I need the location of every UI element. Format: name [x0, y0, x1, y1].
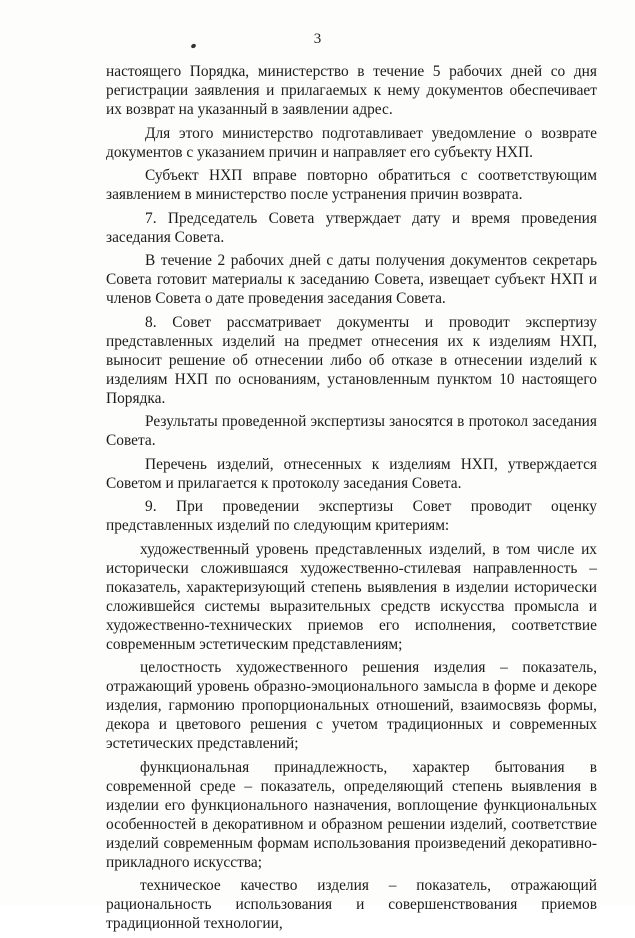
paragraph-secretary-preparation: В течение 2 рабочих дней с даты получения документов секретарь Совета готовит материалы к заседанию Совета, извещает субъект НХП и членов Совета о дате проведения заседания Совета.: [106, 252, 597, 307]
document-body: [106, 62, 597, 938]
paragraph-product-list: Перечень изделий, отнесенных к изделиям НХП, утверждается Советом и прилагается к протоколу заседания Совета.: [106, 455, 597, 492]
paragraph-item-9: 9. При проведении экспертизы Совет проводит оценку представленных изделий по следующим критериям:: [106, 498, 597, 534]
paragraph-item-8: 8. Совет рассматривает документы и проводит экспертизу представленных изделий на предмет отнесения их к изделиям НХП, выносит решение об отнесении либо об отказе в отнесении изделий к изделиям НХП по основаниям, установленным пунктом 10 настоящего Порядка.: [106, 313, 597, 407]
paragraph-continuation: настоящего Порядка, министерство в течение 5 рабочих дней со дня регистрации заявления и прилагаемых к нему документов обеспечивает их возврат на указанный в заявлении адрес.: [106, 63, 597, 118]
criterion-artistic-level: художественный уровень представленных изделий, в том числе их исторически сложившаяся художественно-стилевая направленность – показатель, характеризующий степень выявления в изделии исторически сложившейся системы выразительных средств искусства промысла и художественно-технических приемов его исполнения, соответствие современным эстетическим представлениям;: [106, 540, 597, 653]
paragraph-item-7: 7. Председатель Совета утверждает дату и время проведения заседания Совета.: [106, 209, 597, 246]
paragraph-repeat-application: Субъект НХП вправе повторно обратиться с соответствующим заявлением в министерство после устранения причин возврата.: [106, 167, 597, 203]
paragraph-return-notice: Для этого министерство подготавливает уведомление о возврате документов с указанием причин и направляет его субъекту НХП.: [106, 124, 597, 161]
paragraph-expertise-results: Результаты проведенной экспертизы заносятся в протокол заседания Совета.: [106, 413, 597, 449]
criterion-technical-quality: техническое качество изделия – показатель, отражающий рациональность использования и совершенствования приемов традиционной технологии,: [106, 877, 597, 932]
page-number: 3: [313, 31, 322, 47]
criterion-artistic-integrity: целостность художественного решения изделия – показатель, отражающий уровень образно-эмоционального замысла в форме и декоре изделия, гармонию пропорциональных отношений, взаимосвязь формы, декора и цветового решения с учетом традиционных и современных эстетических представлений;: [106, 659, 597, 752]
criterion-functional-purpose: функциональная принадлежность, характер бытования в современной среде – показатель, определяющий степень выявления в изделии его функционального назначения, воплощение функциональных особенностей в декоративном и образном решении изделий, соответствие изделий современным формам использования произведений декоративно-прикладного искусства;: [106, 758, 597, 871]
